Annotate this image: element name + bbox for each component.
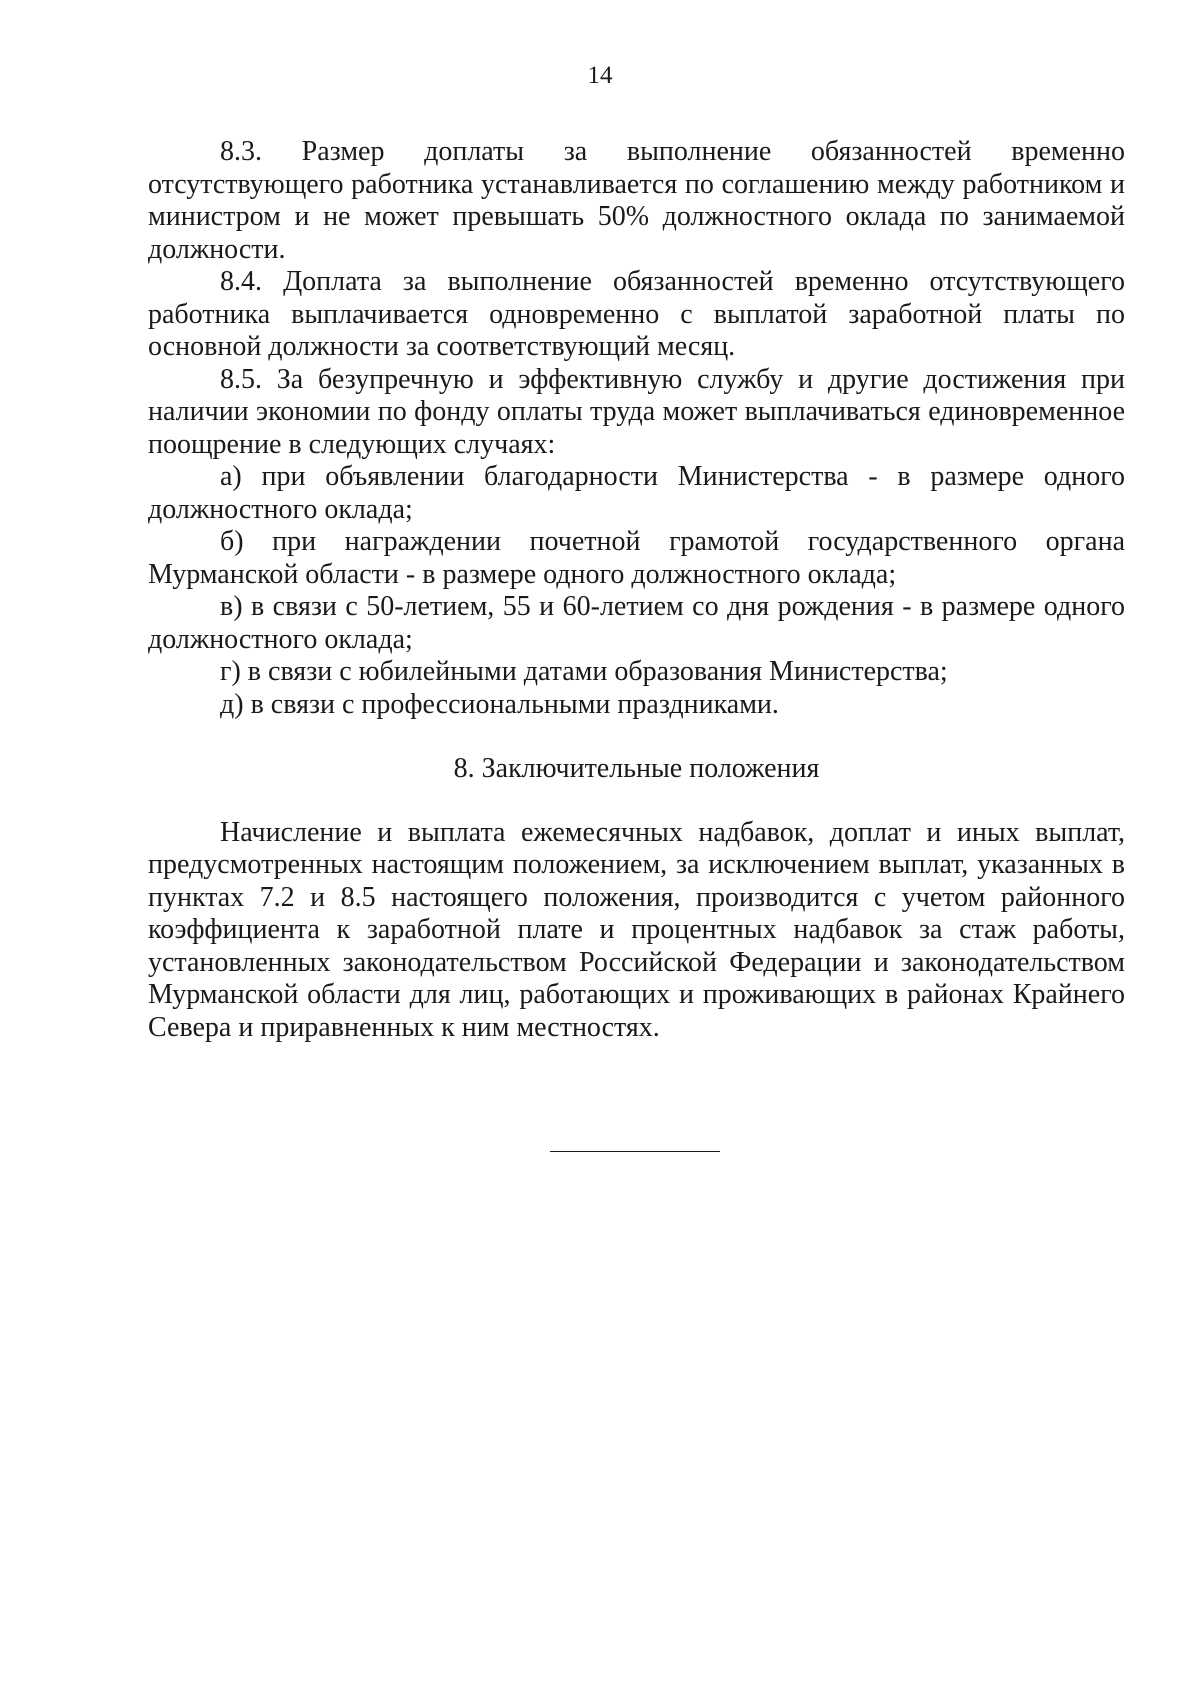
- list-item-a: а) при объявлении благодарности Министерства - в размере одного должностного оклада;: [148, 461, 1125, 525]
- list-item-g: г) в связи с юбилейными датами образования Министерства;: [220, 656, 948, 687]
- paragraph-8-4: 8.4. Доплата за выполнение обязанностей временно отсутствующего работника выплачивается одновременно с выплатой заработной платы по основной должности за соответствующий месяц.: [148, 266, 1125, 362]
- document-body: [148, 136, 1125, 1044]
- list-item-v: в) в связи с 50-летием, 55 и 60-летием со дня рождения - в размере одного должностного оклада;: [148, 591, 1125, 655]
- section-body-paragraph: Начисление и выплата ежемесячных надбавок, доплат и иных выплат, предусмотренных настоящим положением, за исключением выплат, указанных в пунктах 7.2 и 8.5 настоящего положения, производится с учетом районного коэффициента к заработной плате и процентных надбавок за стаж работы, установленных законодательством Российской Федерации и законодательством Мурманской области для лиц, работающих и проживающих в районах Крайнего Севера и приравненных к ним местностях.: [148, 816, 1125, 1043]
- list-item-b: б) при награждении почетной грамотой государственного органа Мурманской области - в размере одного должностного оклада;: [148, 526, 1125, 590]
- list-item-d: д) в связи с профессиональными праздниками.: [220, 688, 779, 720]
- paragraph-8-3: 8.3. Размер доплаты за выполнение обязанностей временно отсутствующего работника устанавливается по соглашению между работником и министром и не может превышать 50% должностного оклада по занимаемой должности.: [148, 136, 1125, 265]
- page-number: 14: [587, 62, 613, 89]
- section-heading: 8. Заключительные положения: [453, 753, 820, 784]
- closing-rule: [550, 1151, 720, 1152]
- paragraph-8-5: 8.5. За безупречную и эффективную службу и другие достижения при наличии экономии по фонду оплаты труда может выплачиваться единовременное поощрение в следующих случаях:: [148, 363, 1125, 460]
